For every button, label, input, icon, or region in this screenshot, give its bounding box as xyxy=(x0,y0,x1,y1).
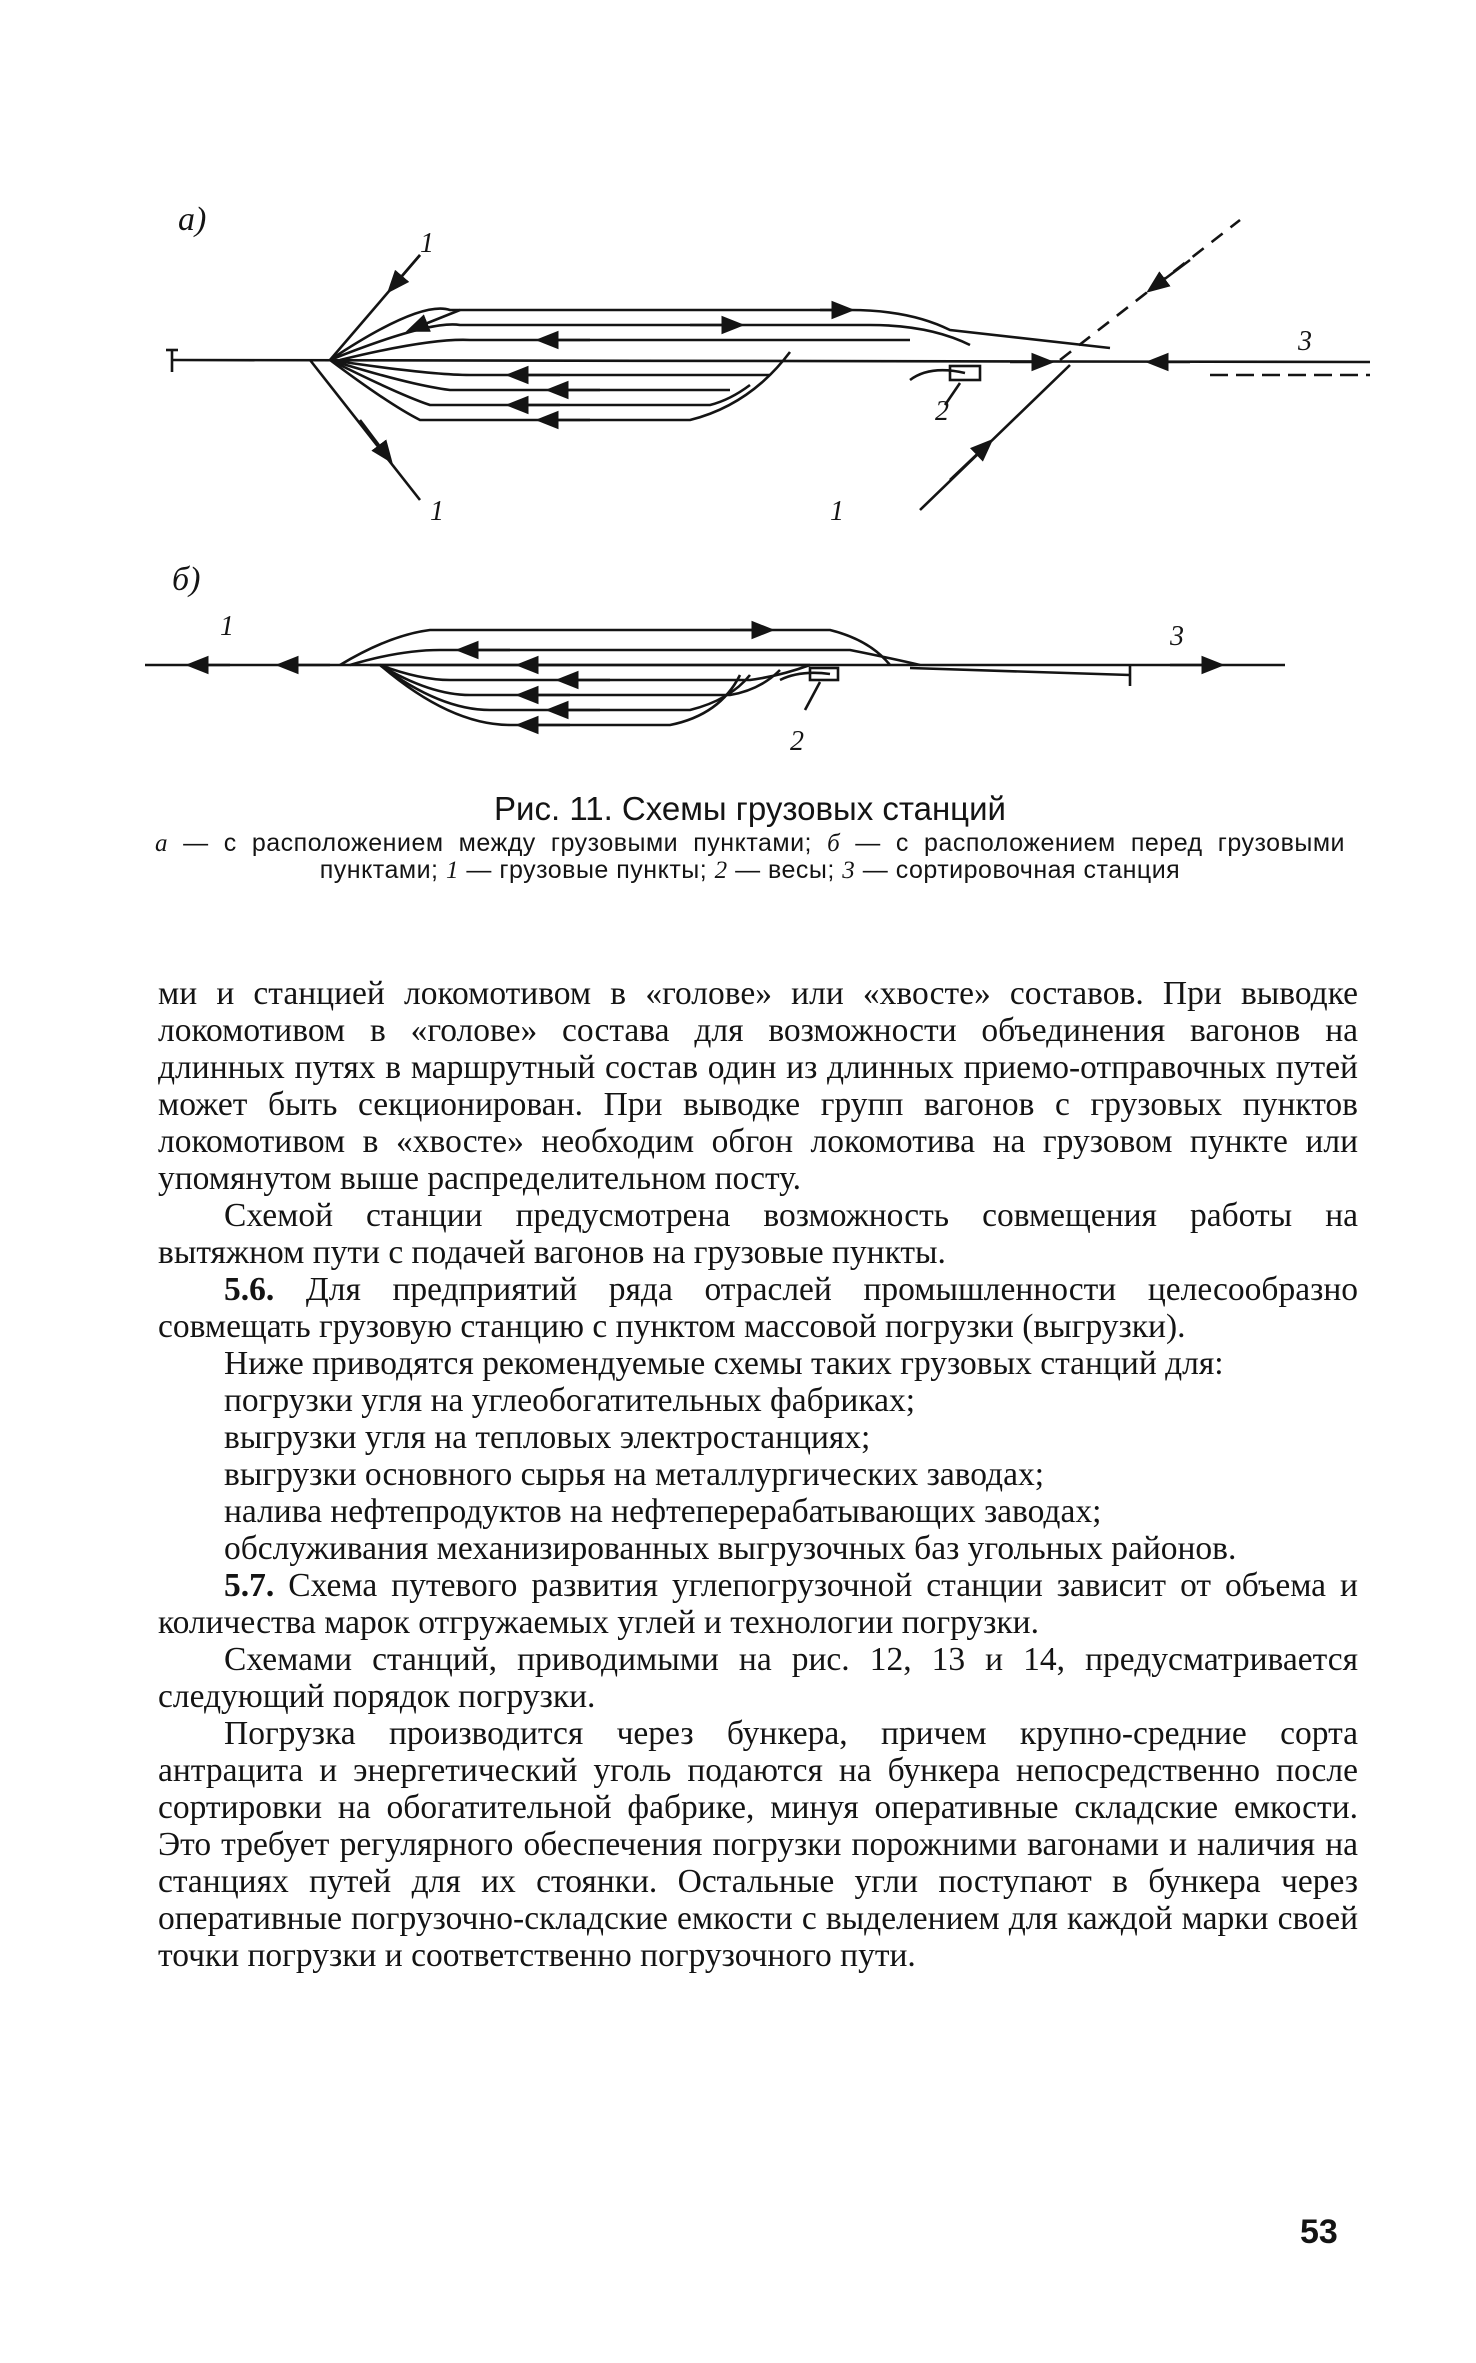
paragraph-5-6 xyxy=(158,1271,1358,1345)
paragraph-figures-ref: Схемами станций, приводимыми на рис. 12, 13 и 14, предусматривается следующий порядок погрузки. xyxy=(158,1641,1358,1715)
list-item: выгрузки основного сырья на металлургических заводах; xyxy=(224,1456,1045,1493)
paragraph-list-intro: Ниже приводятся рекомендуемые схемы таких грузовых станций для: xyxy=(224,1345,1224,1382)
list-item: погрузки угля на углеобогатительных фабриках; xyxy=(224,1382,916,1419)
section-number-5-6: 5.6. xyxy=(224,1271,275,1308)
legend-text-2: — весы; xyxy=(727,856,843,884)
figure-caption xyxy=(155,790,1345,884)
legend-key-a: а xyxy=(155,830,168,857)
list-item: налива нефтепродуктов на нефтеперерабатывающих заводах; xyxy=(224,1493,1102,1530)
label-b-2: 2 xyxy=(790,726,804,757)
label-b-3: 3 xyxy=(1170,621,1184,652)
main-track-a xyxy=(172,360,1370,362)
list-item: обслуживания механизированных выгрузочных баз угольных районов. xyxy=(224,1530,1237,1567)
legend-key-b: б xyxy=(827,830,841,857)
label-a-1-bottom-right: 1 xyxy=(830,496,844,527)
label-a-1-top: 1 xyxy=(420,228,434,259)
legend-text-1: — грузовые пункты; xyxy=(458,856,715,884)
paragraph-5-6-text: Для предприятий ряда отраслей промышленности целесообразно совмещать грузовую станцию с пунктом массовой погрузки (выгрузки). xyxy=(158,1271,1358,1345)
scheme-b xyxy=(145,630,1285,725)
legend-text-b: — с расположением перед грузовыми пунктами; xyxy=(319,829,1345,884)
legend-key-2: 2 xyxy=(714,857,728,884)
paragraph-5-7-text: Схема путевого развития углепогрузочной станции зависит от объема и количества марок отгружаемых углей и технологии погрузки. xyxy=(158,1567,1358,1641)
panel-b-label: б) xyxy=(172,561,201,598)
legend-text-a: — с расположением между грузовыми пунктами; xyxy=(168,829,828,857)
caption-title: Рис. 11. Схемы грузовых станций xyxy=(494,790,1006,827)
paragraph-scheme: Схемой станции предусмотрена возможность совмещения работы на вытяжном пути с подачей вагонов на грузовые пункты. xyxy=(158,1197,1358,1271)
station-schemes-svg xyxy=(130,180,1390,780)
paragraph-continuation: ми и станцией локомотивом в «голове» или «хвосте» составов. При выводке локомотивом в «голове» состава для возможности объединения вагонов на длинных путях в маршрутный состав один из длинных приемо-отправочных путей может быть секционирован. При выводке групп вагонов с грузовых пунктов локомотивом в «хвосте» необходим обгон локомотива на грузовом пункте или упомянутом выше распределительном посту. xyxy=(158,975,1358,1197)
scheme-a xyxy=(166,220,1370,510)
body-text xyxy=(158,975,1358,1974)
legend-key-1: 1 xyxy=(445,857,459,884)
label-a-2: 2 xyxy=(935,396,949,427)
legend-text-3: — сортировочная станция xyxy=(855,856,1181,884)
label-a-1-bottom-left: 1 xyxy=(430,496,444,527)
paragraph-5-7 xyxy=(158,1567,1358,1641)
list-item: выгрузки угля на тепловых электростанциях; xyxy=(224,1419,871,1456)
caption-legend xyxy=(155,830,1345,884)
label-b-1: 1 xyxy=(220,611,234,642)
figure-11-diagram xyxy=(130,180,1390,780)
page-number: 53 xyxy=(1300,2213,1338,2251)
section-number-5-7: 5.7. xyxy=(224,1567,275,1604)
panel-a-label: а) xyxy=(178,201,207,238)
label-a-3: 3 xyxy=(1298,326,1312,357)
paragraph-loading: Погрузка производится через бункера, причем крупно-средние сорта антрацита и энергетический уголь подаются на бункера непосредственно после сортировки на обогатительной фабрике, минуя оперативные складские емкости. Это требует регулярного обеспечения погрузки порожними вагонами и наличия на станциях путей для их стоянки. Остальные угли поступают в бункера через оперативные погрузочно-складские емкости с выделением для каждой марки своей точки погрузки и соответственно погрузочного пути. xyxy=(158,1715,1358,1974)
legend-key-3: 3 xyxy=(842,857,856,884)
